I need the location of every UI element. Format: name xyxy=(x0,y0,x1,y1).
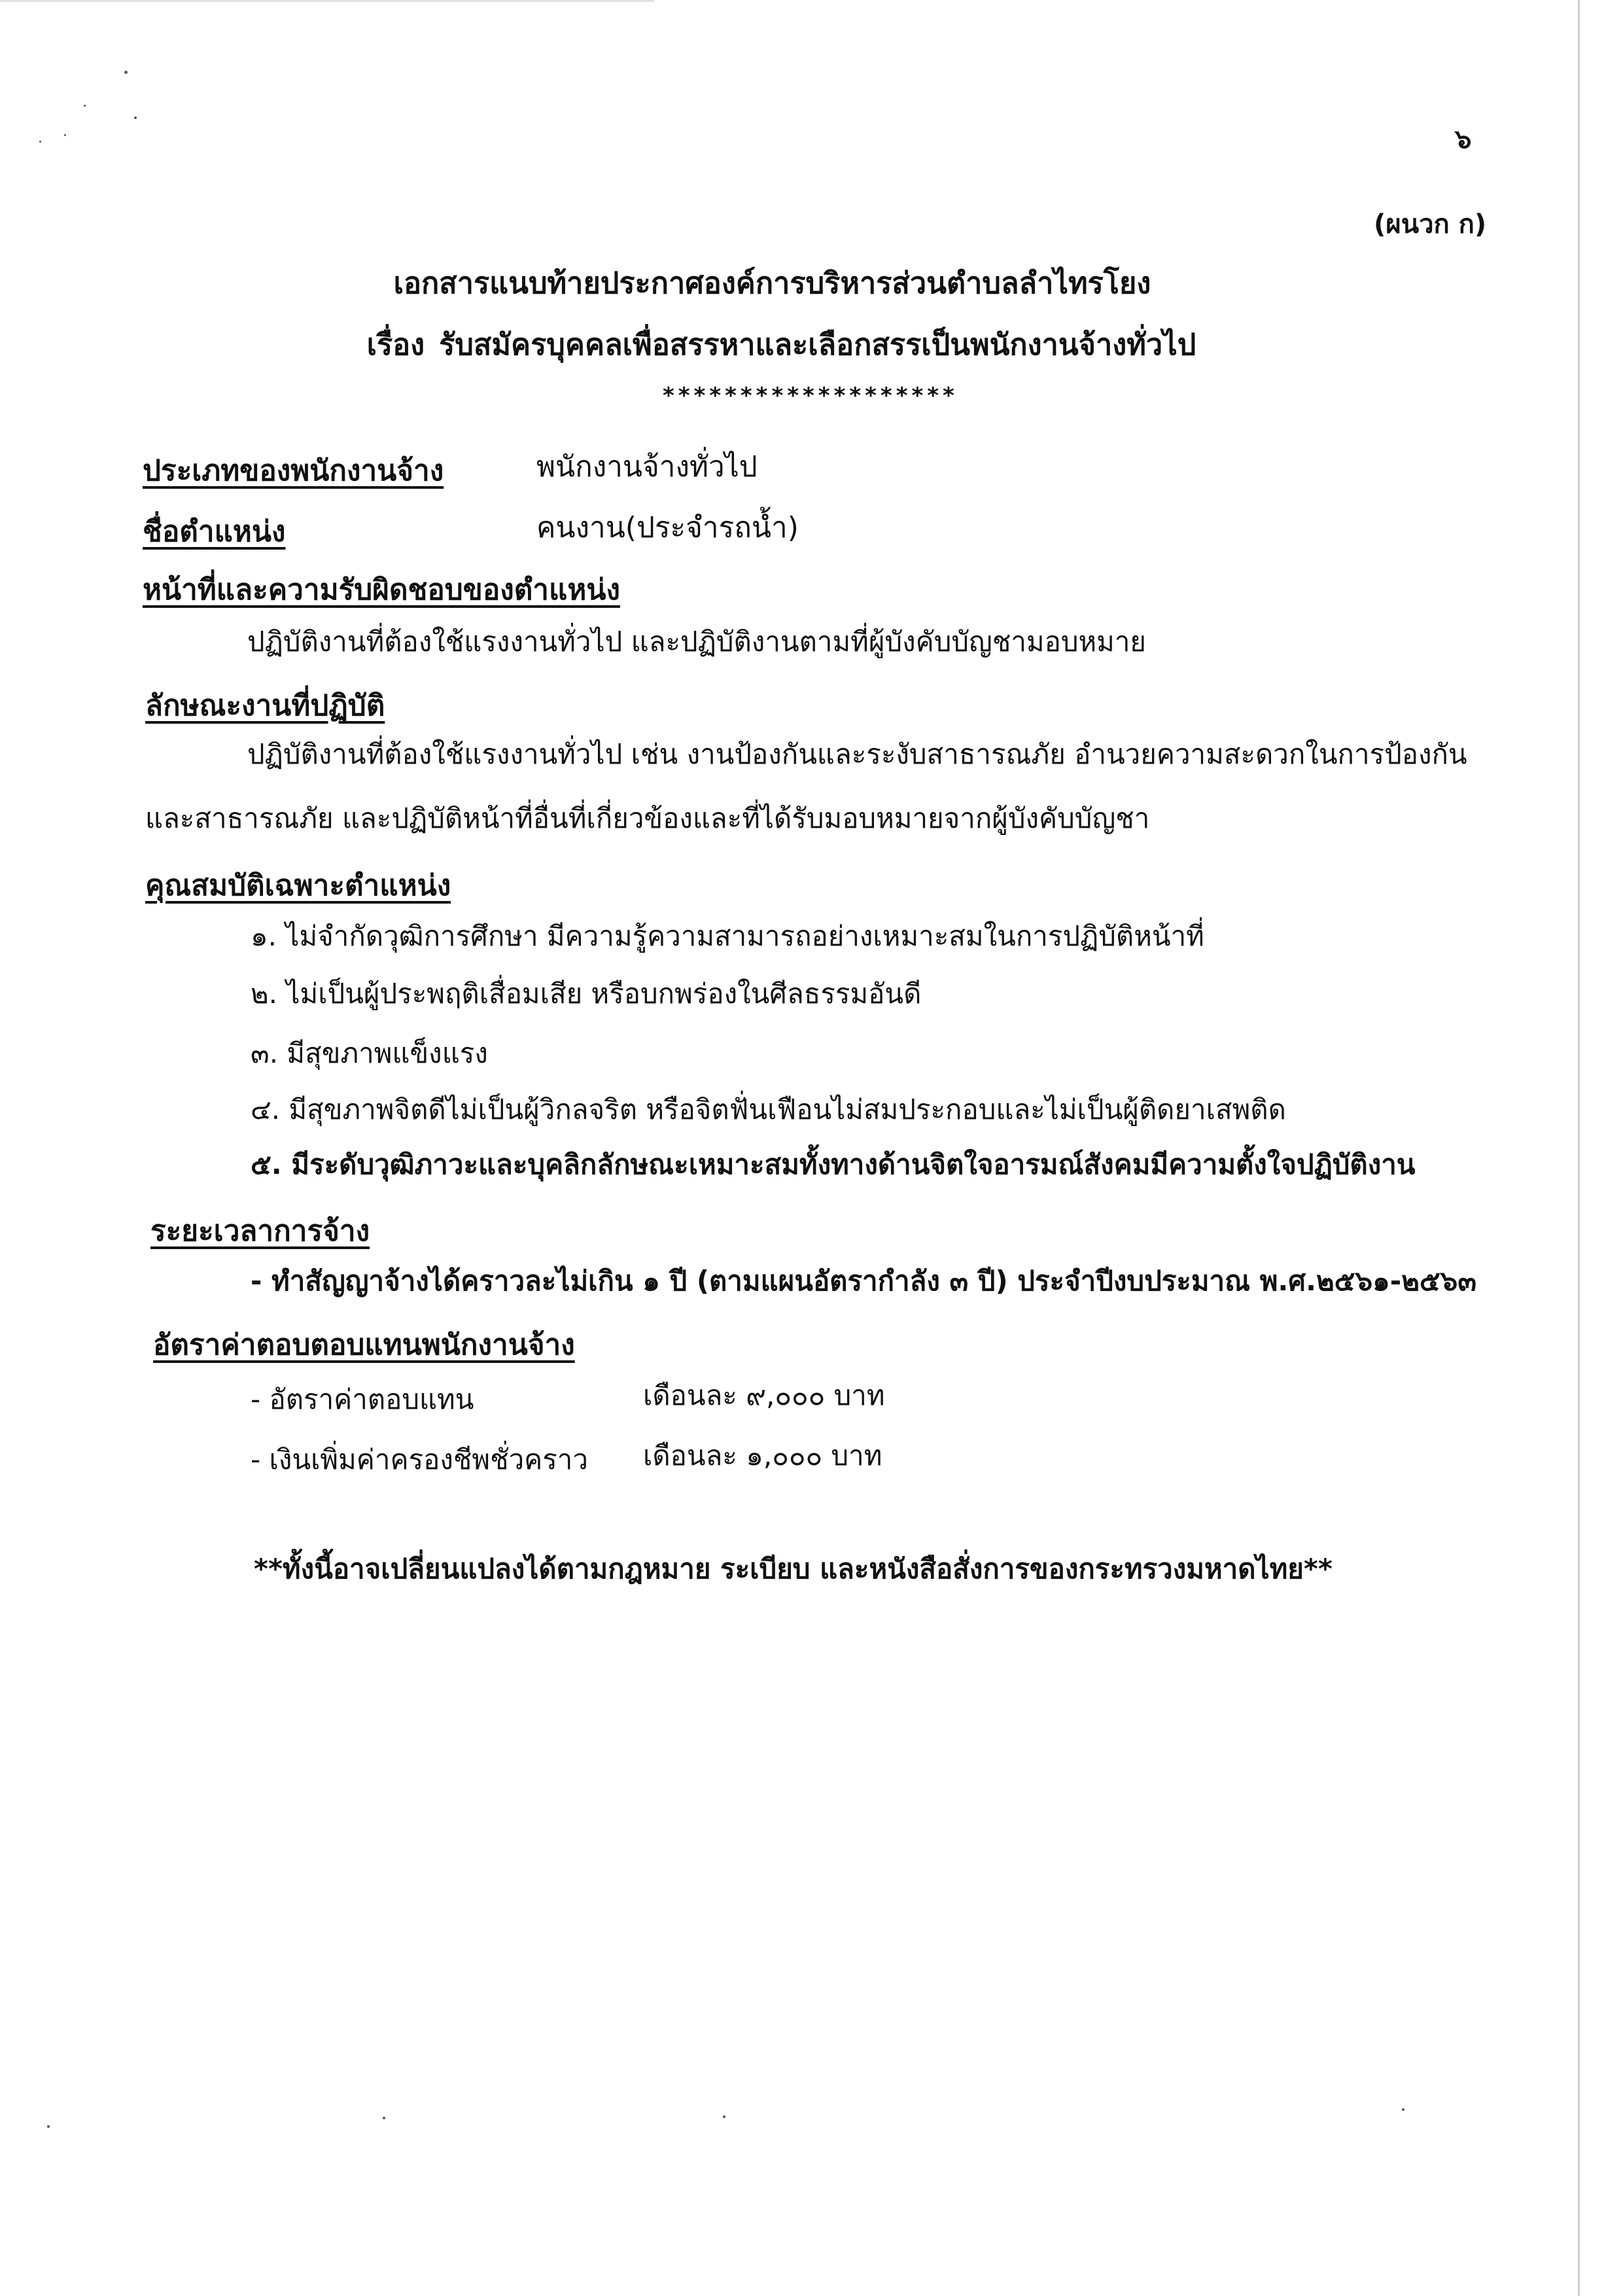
scan-speck xyxy=(723,2115,725,2118)
work-nature-line-2: และสาธารณภัย และปฏิบัติหน้าที่อื่นที่เกี่ยวข้องและที่ได้รับมอบหมายจากผู้บังคับบัญชา xyxy=(145,802,1150,834)
scan-speck xyxy=(134,116,137,119)
scan-speck xyxy=(1402,2108,1405,2111)
appendix-label: (ผนวก ก) xyxy=(1374,209,1487,239)
qualification-item: ๕. มีระดับวุฒิภาวะและบุคลิกลักษณะเหมาะสมทั้งทางด้านจิตใจอารมณ์สังคมมีความตั้งใจปฏิบัติงาน xyxy=(251,1148,1416,1180)
work-nature-line-1: ปฏิบัติงานที่ต้องใช้แรงงานทั่วไป เช่น งานป้องกันและระงับสาธารณภัย อำนวยความสะดวกในการป้องกัน xyxy=(247,738,1467,770)
scan-speck xyxy=(383,2117,385,2119)
scan-speck xyxy=(64,134,66,136)
compensation-amount: เดือนละ ๑,๐๐๐ บาท xyxy=(643,1439,882,1472)
position-name-value: คนงาน(ประจำรถน้ำ) xyxy=(536,511,799,544)
compensation-item: - เงินเพิ่มค่าครองชีพชั่วคราว xyxy=(251,1443,588,1475)
scan-edge-top xyxy=(0,0,654,2)
qualification-item: ๑. ไม่จำกัดวุฒิการศึกษา มีความรู้ความสามารถอย่างเหมาะสมในการปฏิบัติหน้าที่ xyxy=(251,920,1204,952)
qualification-item: ๒. ไม่เป็นผู้ประพฤติเสื่อมเสีย หรือบกพร่องในศีลธรรมอันดี xyxy=(251,978,922,1010)
footer-note: **ทั้งนี้อาจเปลี่ยนแปลงได้ตามกฎหมาย ระเบียบ และหนังสือสั่งการของกระทรวงมหาดไทย** xyxy=(254,1553,1333,1585)
compensation-heading: อัตราค่าตอบตอบแทนพนักงานจ้าง xyxy=(153,1328,575,1362)
scan-speck xyxy=(84,105,86,107)
employee-type-value: พนักงานจ้างทั่วไป xyxy=(536,450,758,484)
qualifications-heading: คุณสมบัติเฉพาะตำแหน่ง xyxy=(145,869,451,902)
qualification-item: ๔. มีสุขภาพจิตดีไม่เป็นผู้วิกลจริต หรือจิตฟั่นเฟือนไม่สมประกอบและไม่เป็นผู้ติดยาเสพติด xyxy=(251,1093,1286,1125)
scan-speck xyxy=(39,141,41,143)
page-number: ๖ xyxy=(1455,124,1472,154)
employment-period-text: - ทำสัญญาจ้างได้คราวละไม่เกิน ๑ ปี (ตามแผนอัตรากำลัง ๓ ปี) ประจำปีงบประมาณ พ.ศ.๒๕๖๑-๒๕๖๓ xyxy=(251,1265,1477,1297)
duties-heading: หน้าที่และความรับผิดชอบของตำแหน่ง xyxy=(143,573,620,607)
qualification-item: ๓. มีสุขภาพแข็งแรง xyxy=(251,1037,488,1069)
subject-text: รับสมัครบุคคลเพื่อสรรหาและเลือกสรรเป็นพนักงานจ้างทั่วไป xyxy=(439,327,1196,362)
title-separator: ******************* xyxy=(663,383,958,409)
employment-period-heading: ระยะเวลาการจ้าง xyxy=(150,1214,370,1248)
subject-label: เรื่อง xyxy=(366,327,425,362)
document-subject xyxy=(0,321,1593,368)
compensation-item: - อัตราค่าตอบแทน xyxy=(251,1383,474,1415)
employee-type-label: ประเภทของพนักงานจ้าง xyxy=(143,454,444,487)
scan-speck xyxy=(47,2125,50,2128)
position-name-label: ชื่อตำแหน่ง xyxy=(143,515,286,548)
scan-speck xyxy=(124,71,128,74)
compensation-amount: เดือนละ ๙,๐๐๐ บาท xyxy=(643,1379,885,1411)
document-title: เอกสารแนบท้ายประกาศองค์การบริหารส่วนตำบลลำไทรโยง xyxy=(393,266,1151,300)
work-nature-heading: ลักษณะงานที่ปฏิบัติ xyxy=(145,689,385,722)
duties-text: ปฏิบัติงานที่ต้องใช้แรงงานทั่วไป และปฏิบัติงานตามที่ผู้บังคับบัญชามอบหมาย xyxy=(247,626,1147,658)
